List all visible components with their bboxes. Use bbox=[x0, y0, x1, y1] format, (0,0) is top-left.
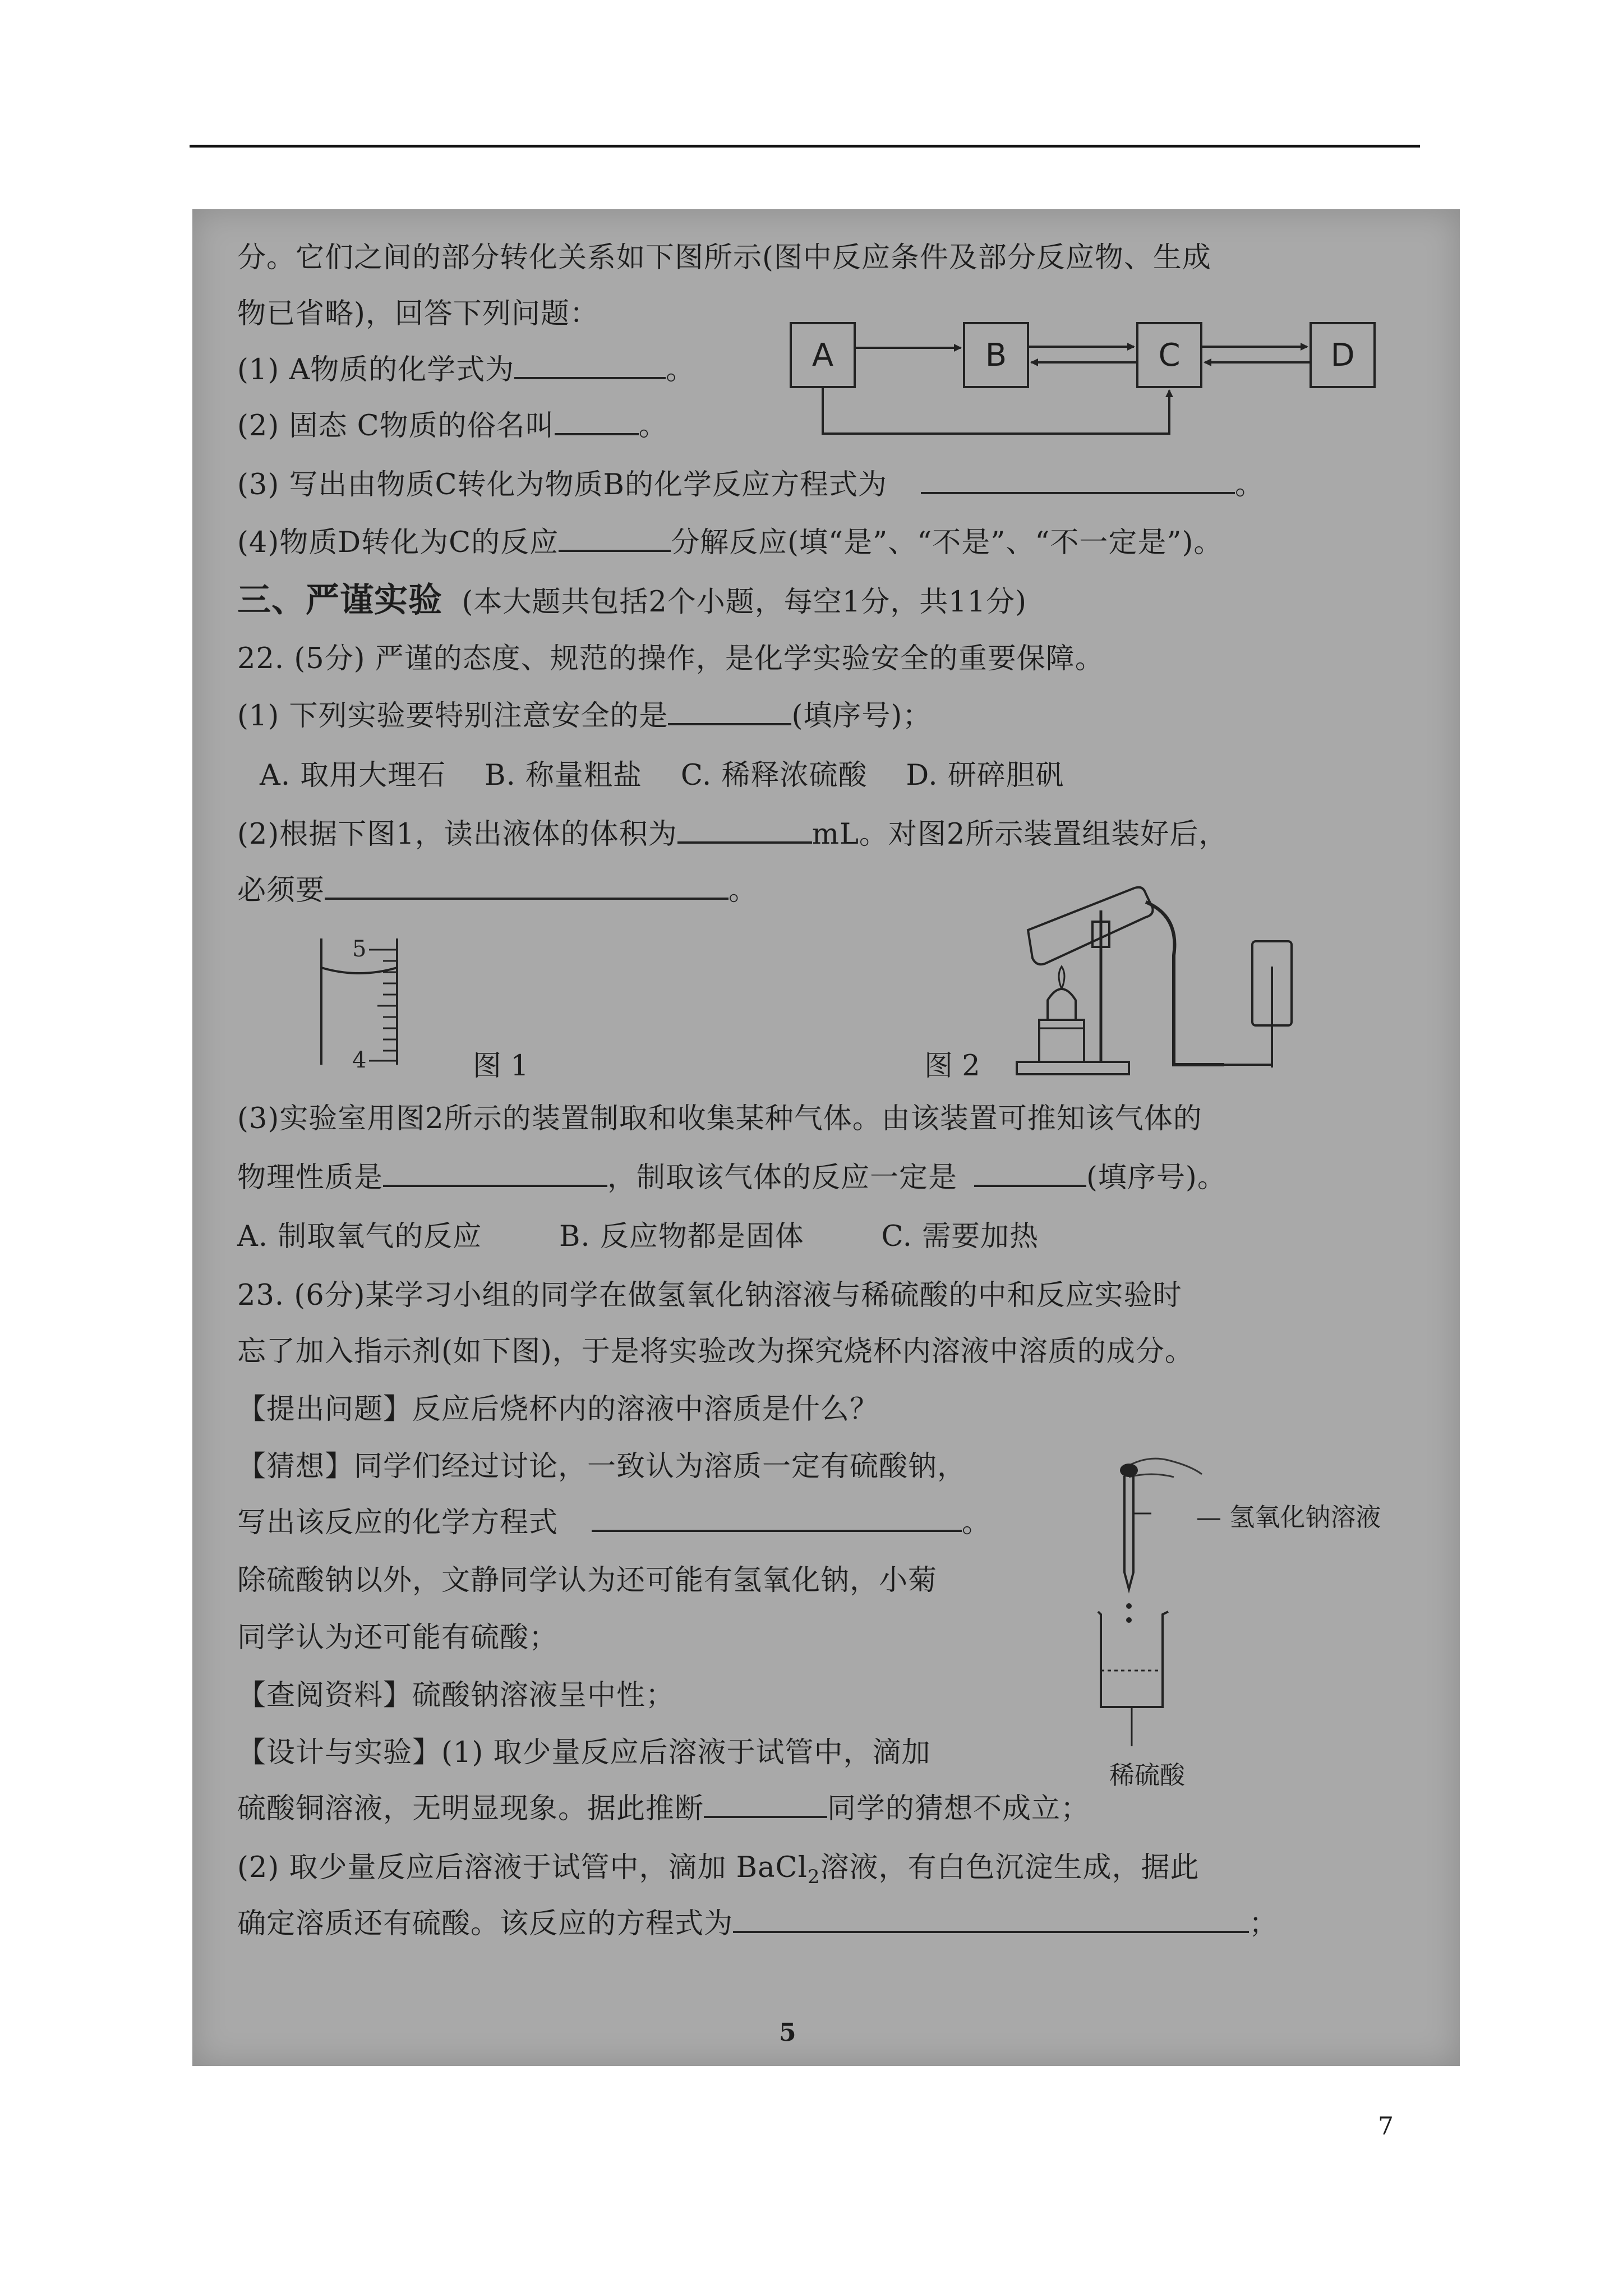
question-2: (2) 固态 C物质的俗名叫 。 bbox=[237, 409, 668, 443]
question-22-3: (3)实验室用图2所示的装置制取和收集某种气体。由该装置可推知该气体的 bbox=[237, 1102, 1202, 1135]
dilute-acid-label: 稀硫酸 bbox=[1109, 1760, 1186, 1790]
text-line: 同学认为还可能有硫酸； bbox=[237, 1621, 559, 1654]
text-line: 物已省略)，回答下列问题： bbox=[237, 297, 599, 330]
flow-arrows bbox=[192, 209, 1460, 490]
tick-label-lower: 4 bbox=[352, 1047, 367, 1073]
question-22-2b: 必须要 。 bbox=[237, 874, 758, 907]
question-22-3b: 物理性质是 ，制取该气体的反应一定是 (填序号)。 bbox=[237, 1161, 1227, 1194]
answer-blank bbox=[668, 698, 791, 725]
answer-blank bbox=[555, 408, 639, 435]
box-d: D bbox=[1310, 322, 1376, 388]
gas-apparatus-figure bbox=[1006, 877, 1320, 1084]
naoh-solution-label: — 氢氧化钠溶液 bbox=[1196, 1502, 1381, 1532]
question-23-intro2: 忘了加入指示剂(如下图)，于是将实验改为探究烧杯内溶液中溶质的成分。 bbox=[237, 1335, 1194, 1368]
header-rule bbox=[190, 145, 1420, 148]
answer-blank bbox=[559, 525, 671, 552]
figure-1-label: 图 1 bbox=[473, 1050, 529, 1083]
question-23-guess: 【猜想】同学们经过讨论，一致认为溶质一定有硫酸钠， bbox=[237, 1450, 967, 1483]
answer-blank bbox=[704, 1791, 827, 1818]
question-23-equation: 写出该反应的化学方程式 。 bbox=[237, 1506, 992, 1539]
question-22-1-options: A. 取用大理石 B. 称量粗盐 C. 稀释浓硫酸 D. 研碎胆矾 bbox=[260, 759, 1064, 792]
question-23-design-3: (2) 取少量反应后溶液于试管中，滴加 BaCl$_2$溶液，有白色沉淀生成，据此 bbox=[237, 1851, 1200, 1889]
answer-blank bbox=[383, 1160, 607, 1187]
scanned-exam-photo bbox=[192, 209, 1460, 2066]
question-23-design-4: 确定溶质还有硫酸。该反应的方程式为 ； bbox=[237, 1907, 1279, 1940]
page-number: 7 bbox=[1378, 2112, 1394, 2141]
box-b: B bbox=[963, 322, 1029, 388]
figure-2-label: 图 2 bbox=[924, 1050, 980, 1083]
tick-label-upper: 5 bbox=[352, 936, 367, 962]
question-23-design-2: 硫酸铜溶液，无明显现象。据此推断 同学的猜想不成立； bbox=[237, 1792, 1090, 1825]
question-23-design: 【设计与实验】(1) 取少量反应后溶液于试管中，滴加 bbox=[237, 1736, 931, 1769]
photo-page-number: 5 bbox=[779, 2018, 796, 2047]
question-22-1: (1) 下列实验要特别注意安全的是 (填序号)； bbox=[237, 700, 932, 733]
question-23-problem: 【提出问题】反应后烧杯内的溶液中溶质是什么？ bbox=[237, 1393, 879, 1426]
question-4: (4)物质D转化为C的反应 分解反应(填“是”、“不是”、“不一定是”)。 bbox=[237, 526, 1223, 559]
box-c: C bbox=[1136, 322, 1202, 388]
question-1: (1) A物质的化学式为 。 bbox=[237, 353, 695, 386]
question-3: (3) 写出由物质C转化为物质B的化学反应方程式为 。 bbox=[237, 468, 1264, 501]
answer-blank bbox=[325, 873, 728, 900]
graduated-cylinder-figure bbox=[305, 927, 445, 1073]
text-line: 除硫酸钠以外，文静同学认为还可能有氢氧化钠，小菊 bbox=[237, 1564, 938, 1597]
question-23-intro: 23. (6分)某学习小组的同学在做氢氧化钠溶液与稀硫酸的中和反应实验时 bbox=[237, 1279, 1182, 1312]
question-23-reference: 【查阅资料】硫酸钠溶液呈中性； bbox=[237, 1679, 675, 1712]
text-line: 分。它们之间的部分转化关系如下图所示(图中反应条件及部分反应物、生成 bbox=[237, 241, 1211, 274]
answer-blank bbox=[514, 352, 666, 379]
box-a: A bbox=[790, 322, 856, 388]
answer-blank bbox=[921, 467, 1235, 494]
question-22-intro: 22. (5分) 严谨的态度、规范的操作，是化学实验安全的重要保障。 bbox=[237, 642, 1104, 675]
answer-blank bbox=[677, 817, 812, 844]
answer-blank bbox=[592, 1505, 962, 1532]
answer-blank bbox=[974, 1160, 1086, 1187]
section-3-heading: 三、严谨实验 (本大题共包括2个小题，每空1分，共11分) bbox=[237, 581, 1027, 620]
answer-blank bbox=[733, 1906, 1249, 1933]
question-22-3-options: A. 制取氧气的反应 B. 反应物都是固体 C. 需要加热 bbox=[237, 1220, 1039, 1253]
question-22-2: (2)根据下图1，读出液体的体积为 mL。对图2所示装置组装好后， bbox=[237, 818, 1228, 851]
